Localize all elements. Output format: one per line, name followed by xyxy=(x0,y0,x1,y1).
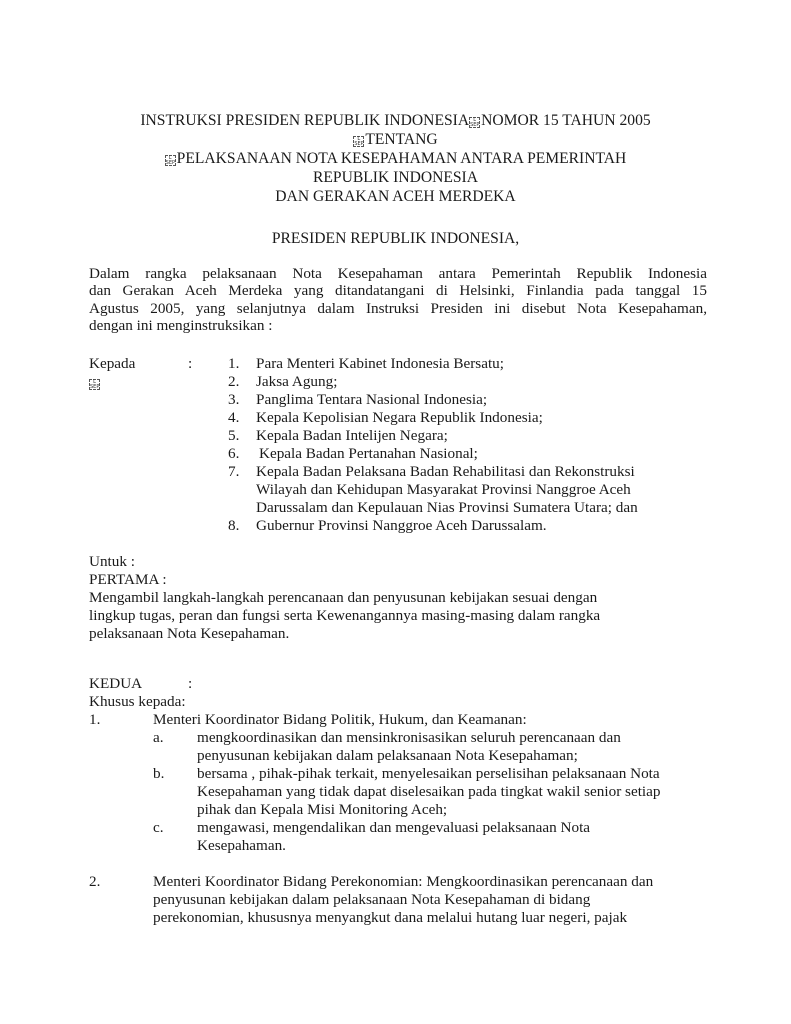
kepada-item-text: Wilayah dan Kehidupan Masyarakat Provinsi Nanggroe Aceh xyxy=(256,481,631,498)
kedua-item-text: perekonomian, khususnya menyangkut dana melalui hutang luar negeri, pajak xyxy=(153,909,628,926)
subitem-letter: a. xyxy=(153,729,164,746)
title-line-1-part-b: NOMOR 15 TAHUN 2005 xyxy=(481,112,651,129)
kepada-item-num: 4. xyxy=(228,409,240,426)
pertama-text-line: Mengambil langkah-langkah perencanaan dan penyusunan kebijakan sesuai dengan xyxy=(89,589,598,606)
kepada-item-num: 1. xyxy=(228,355,240,372)
subitem-text: Kesepahaman yang tidak dapat diselesaikan pada tingkat wakil senior setiap xyxy=(197,783,661,800)
sep-glyph-top: L xyxy=(168,155,172,161)
sep-glyph-bottom: SEP xyxy=(90,384,100,390)
preamble-line: dengan ini menginstruksikan : xyxy=(89,317,273,335)
kedua-item-num: 1. xyxy=(89,711,101,728)
subitem-text: Kesepahaman. xyxy=(197,837,286,854)
kedua-label: KEDUA xyxy=(89,675,143,692)
kepada-colon: : xyxy=(188,355,193,372)
preamble-paragraph xyxy=(89,265,707,335)
kedua-colon: : xyxy=(188,675,193,692)
kedua-item-title: Menteri Koordinator Bidang Politik, Hukum, dan Keamanan: xyxy=(153,711,527,728)
subitem-text: pihak dan Kepala Misi Monitoring Aceh; xyxy=(197,801,448,818)
khusus-kepada: Khusus kepada: xyxy=(89,693,186,710)
subitem-text: bersama , pihak-pihak terkait, menyelesaikan perselisihan pelaksanaan Nota xyxy=(197,765,660,782)
kepada-item-num: 8. xyxy=(228,517,240,534)
sep-glyph-top: L xyxy=(357,136,361,142)
line-separator-glyph-icon xyxy=(89,374,101,391)
kepada-item-num: 6. xyxy=(228,445,240,462)
title-line-5: DAN GERAKAN ACEH MERDEKA xyxy=(275,188,516,205)
untuk-label: Untuk : xyxy=(89,553,135,570)
subitem-text: penyusunan kebijakan dalam pelaksanaan Nota Kesepahaman; xyxy=(197,747,578,764)
subitem-letter: c. xyxy=(153,819,164,836)
kepada-label: Kepada xyxy=(89,355,136,372)
pertama-text-line: pelaksanaan Nota Kesepahaman. xyxy=(89,625,290,642)
title-line-1-part-a: INSTRUKSI PRESIDEN REPUBLIK INDONESIA xyxy=(140,112,470,129)
kedua-item-num: 2. xyxy=(89,873,101,890)
kepada-item-text: Panglima Tentara Nasional Indonesia; xyxy=(256,391,488,408)
title-subject: PELAKSANAAN NOTA KESEPAHAMAN ANTARA PEMERINTAH xyxy=(176,150,627,167)
title-line-1 xyxy=(0,112,791,129)
kepada-item-text: Jaksa Agung; xyxy=(256,373,338,390)
kepada-item-num: 5. xyxy=(228,427,240,444)
preamble-line: Agustus 2005, yang selanjutnya dalam Instruksi Presiden ini disebut Nota Kesepahaman, xyxy=(89,299,707,317)
kepada-item-text: Darussalam dan Kepulauan Nias Provinsi Sumatera Utara; dan xyxy=(256,499,638,516)
kedua-item-text: Menteri Koordinator Bidang Perekonomian: Mengkoordinasikan perencanaan dan xyxy=(153,873,654,890)
sep-glyph-bottom: SEP xyxy=(165,160,176,166)
kepada-item-text: Kepala Badan Pertanahan Nasional; xyxy=(259,445,478,462)
subitem-text: mengawasi, mengendalikan dan mengevaluasi pelaksanaan Nota xyxy=(197,819,591,836)
line-separator-glyph-icon xyxy=(353,136,364,147)
sep-glyph-top: L xyxy=(473,117,476,123)
title-line-4: REPUBLIK INDONESIA xyxy=(312,169,479,186)
title-tentang: TENTANG xyxy=(365,131,438,148)
kepada-item-text: Gubernur Provinsi Nanggroe Aceh Darussalam. xyxy=(256,517,547,534)
line-separator-glyph-icon xyxy=(165,155,176,166)
kepada-item-num: 2. xyxy=(228,373,240,390)
sep-glyph-top: L xyxy=(93,379,96,385)
kepada-item-num: 3. xyxy=(228,391,240,408)
title-line-3 xyxy=(0,150,791,167)
sep-glyph-bottom: SEP xyxy=(354,141,364,147)
kepada-item-text: Kepala Badan Pelaksana Badan Rehabilitasi dan Rekonstruksi xyxy=(256,463,635,480)
kedua-item-text: penyusunan kebijakan dalam pelaksanaan Nota Kesepahaman di bidang xyxy=(153,891,591,908)
line-separator-glyph-icon xyxy=(469,117,480,128)
kepada-item-num: 7. xyxy=(228,463,240,480)
pertama-text-line: lingkup tugas, peran dan fungsi serta Kewenangannya masing-masing dalam rangka xyxy=(89,607,601,624)
title-line-2 xyxy=(0,131,791,148)
president-heading: PRESIDEN REPUBLIK INDONESIA, xyxy=(271,230,520,247)
sep-glyph-bottom: SEP xyxy=(470,122,480,128)
pertama-label: PERTAMA : xyxy=(89,571,167,588)
kepada-item-text: Para Menteri Kabinet Indonesia Bersatu; xyxy=(256,355,504,372)
preamble-line: Dalam rangka pelaksanaan Nota Kesepahaman antara Pemerintah Republik Indonesia xyxy=(89,265,707,282)
kepada-item-text: Kepala Badan Intelijen Negara; xyxy=(256,427,448,444)
subitem-text: mengkoordinasikan dan mensinkronisasikan seluruh perencanaan dan xyxy=(197,729,621,746)
kepada-item-text: Kepala Kepolisian Negara Republik Indonesia; xyxy=(256,409,543,426)
preamble-line: dan Gerakan Aceh Merdeka yang ditandatangani di Helsinki, Finlandia pada tanggal 15 xyxy=(89,282,707,300)
subitem-letter: b. xyxy=(153,765,165,782)
